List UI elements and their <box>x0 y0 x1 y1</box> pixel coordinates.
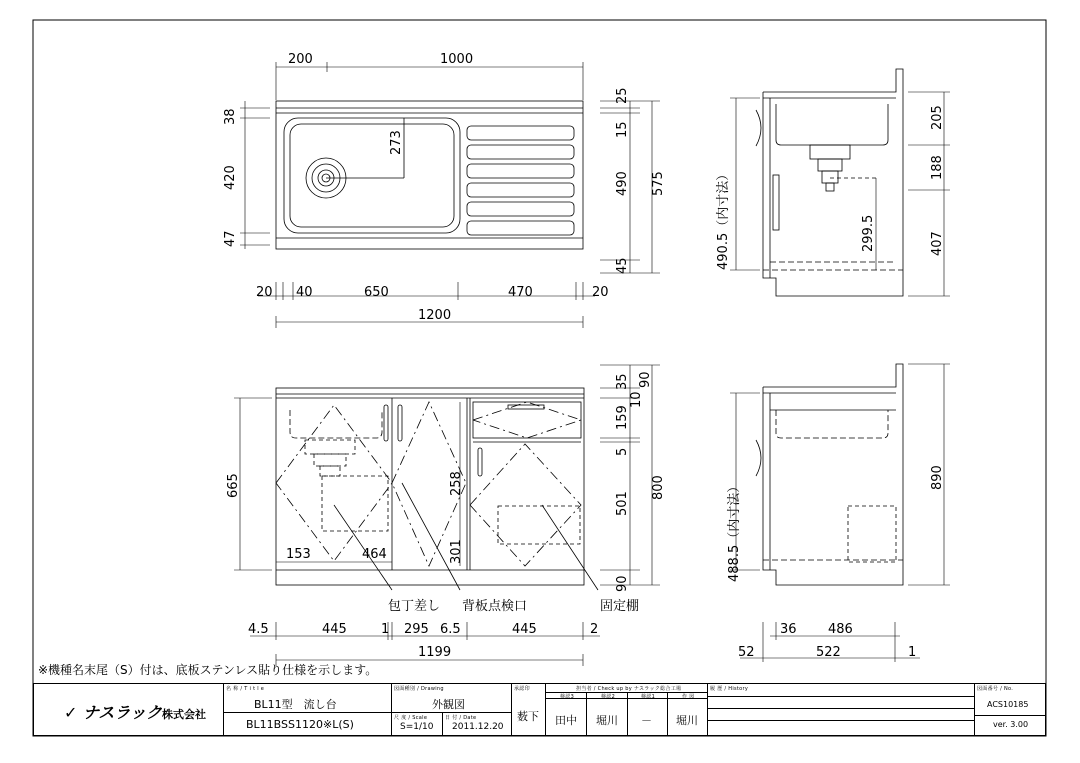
left-dim-420: 420 <box>223 165 238 190</box>
top-dim-200: 200 <box>288 52 313 67</box>
approver-name: 薮下 <box>517 710 539 723</box>
bottom-dim-650: 650 <box>364 285 389 300</box>
scale-caption: 尺 度 / Scale <box>394 715 428 721</box>
side-dim-52: 52 <box>738 645 755 660</box>
check-cell <box>546 684 708 735</box>
front-dim-35: 35 <box>615 373 630 390</box>
date-caption: 日 付 / Date <box>445 715 477 721</box>
side-view-lower <box>756 364 903 585</box>
check-name-2: 堀川 <box>596 714 618 727</box>
front-dim-258: 258 <box>449 471 464 496</box>
front-bottom-dim-1: 1 <box>381 622 390 637</box>
check-role-3: 検認1 <box>641 694 656 700</box>
title-cell <box>224 684 392 735</box>
product-title: BL11型 流し台 <box>254 698 337 711</box>
number-cell <box>975 684 1045 735</box>
drawing-type: 外観図 <box>432 698 465 711</box>
front-dim-10: 10 <box>629 391 644 408</box>
inner-label-490-5: 490.5（内寸法） <box>716 167 731 270</box>
front-dim-90-bottom: 90 <box>615 575 630 592</box>
company-cell <box>34 684 224 735</box>
check-name-4: 堀川 <box>676 714 698 727</box>
logo-mark-icon: ✓ <box>64 703 78 722</box>
left-dim-38: 38 <box>223 108 238 125</box>
callout-fixed-shelf: 固定棚 <box>600 599 640 614</box>
total-width-1199: 1199 <box>418 645 452 660</box>
sheet-frame <box>33 20 1046 736</box>
front-dim-501: 501 <box>615 491 630 516</box>
right-dim-25: 25 <box>615 87 630 104</box>
check-role-1: 検認3 <box>560 694 575 700</box>
front-dim-5: 5 <box>615 447 630 456</box>
check-caption: 担当者 / Check up by ナスラック総合工場 <box>576 686 682 692</box>
front-bottom-dim-4-5: 4.5 <box>248 622 269 637</box>
front-bottom-dim-295: 295 <box>404 622 429 637</box>
history-caption: 履 歴 / History <box>710 686 749 692</box>
bottom-dim-40: 40 <box>296 285 313 300</box>
check-role-2: 検認2 <box>601 694 616 700</box>
front-bottom-dim-6-5: 6.5 <box>440 622 461 637</box>
spec-note: ※機種名末尾（S）付は、底板ステンレス貼り仕様を示します。 <box>38 663 378 677</box>
left-dim-47: 47 <box>223 230 238 247</box>
front-dim-90-top: 90 <box>638 371 653 388</box>
right-dim-45: 45 <box>615 257 630 274</box>
company-logo <box>64 700 206 723</box>
side-dim-188: 188 <box>930 155 945 180</box>
bottom-dim-20-left: 20 <box>256 285 273 300</box>
bottom-dim-470: 470 <box>508 285 533 300</box>
right-dim-575: 575 <box>651 171 666 196</box>
history-cell <box>708 684 975 735</box>
side-dim-890: 890 <box>930 465 945 490</box>
front-bottom-dim-445-right: 445 <box>512 622 537 637</box>
check-role-4: 作 図 <box>682 694 695 700</box>
side-dim-205: 205 <box>930 105 945 130</box>
approval-cell <box>512 684 546 735</box>
title-caption: 名 称 / T i t l e <box>226 686 265 692</box>
front-bottom-dim-445-left: 445 <box>322 622 347 637</box>
front-dim-464: 464 <box>362 547 387 562</box>
top-view <box>276 101 583 249</box>
drawing-caption: 図面種別 / Drawing <box>394 686 444 692</box>
callout-back-panel-access: 背板点検口 <box>462 599 528 614</box>
front-dim-665: 665 <box>226 473 241 498</box>
inner-dim-299-5: 299.5 <box>861 214 876 252</box>
approval-caption: 承認印 <box>514 686 530 692</box>
side-dim-36: 36 <box>780 622 797 637</box>
scale-value: S=1/10 <box>400 722 434 732</box>
company-name: ナスラック <box>82 703 163 722</box>
number-caption: 図面番号 / No. <box>977 686 1014 692</box>
front-view <box>276 388 598 590</box>
front-dim-800: 800 <box>651 475 666 500</box>
drawing-version: ver. 3.00 <box>993 720 1029 729</box>
total-width-1200: 1200 <box>418 308 452 323</box>
front-dim-153: 153 <box>286 547 311 562</box>
front-bottom-dim-2: 2 <box>590 622 599 637</box>
side-dim-486: 486 <box>828 622 853 637</box>
inner-dim-273: 273 <box>389 130 404 155</box>
right-dim-490: 490 <box>615 171 630 196</box>
bottom-dim-20-right: 20 <box>592 285 609 300</box>
callout-knife-holder: 包丁差し <box>388 599 441 614</box>
check-name-3: － <box>641 714 652 727</box>
front-dim-159: 159 <box>615 405 630 430</box>
drawing-number: ACS10185 <box>987 700 1029 709</box>
check-name-1: 田中 <box>555 714 577 727</box>
side-view-upper <box>756 69 903 296</box>
side-dim-407: 407 <box>930 231 945 256</box>
title-block <box>33 683 1046 736</box>
top-dim-1000: 1000 <box>440 52 474 67</box>
side-dim-522: 522 <box>816 645 841 660</box>
date-value: 2011.12.20 <box>452 722 504 732</box>
side-dim-1: 1 <box>908 645 917 660</box>
right-dim-15: 15 <box>615 121 630 138</box>
product-model: BL11BSS1120※L(S) <box>246 718 354 731</box>
company-suffix: 株式会社 <box>162 708 207 721</box>
drawing-cell <box>392 684 512 735</box>
inner-label-488-5: 488.5（内寸法） <box>727 479 742 582</box>
front-dim-301: 301 <box>449 539 464 564</box>
